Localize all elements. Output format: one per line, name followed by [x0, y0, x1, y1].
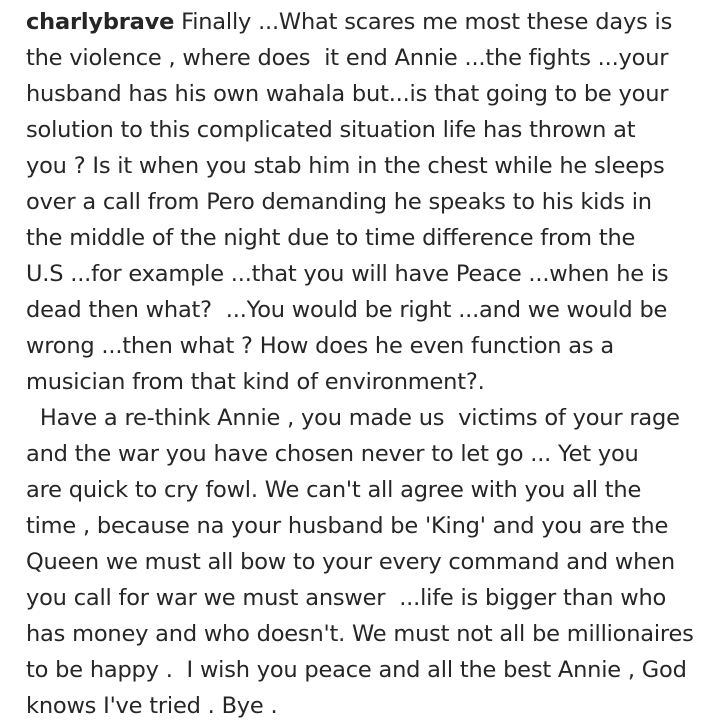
comment-line: and the war you have chosen never to let go ... Yet you — [26, 441, 639, 467]
comment-line: to be happy . I wish you peace and all the best Annie , God — [26, 657, 687, 683]
comment-line: are quick to cry fowl. We can't all agree with you all the — [26, 477, 642, 503]
comment-line: Have a re-think Annie , you made us victims of your rage — [26, 405, 680, 431]
comment-line: time , because na your husband be 'King' and you are the — [26, 513, 669, 539]
comment-text: Finally ...What scares me most these days is — [174, 9, 673, 35]
comment-line: you ? Is it when you stab him in the chest while he sleeps — [26, 153, 665, 179]
comment-line: the middle of the night due to time difference from the — [26, 225, 636, 251]
comment-line — [26, 4, 706, 40]
username-link[interactable]: charlybrave — [26, 9, 175, 35]
comment-line: U.S ...for example ...that you will have Peace ...when he is — [26, 261, 669, 287]
comment-line: dead then what? ...You would be right ...and we would be — [26, 297, 668, 323]
comment-line: solution to this complicated situation life has thrown at — [26, 117, 636, 143]
comment-line: Queen we must all bow to your every command and when — [26, 549, 675, 575]
comment-line: musician from that kind of environment?. — [26, 369, 485, 395]
comment-line: husband has his own wahala but...is that going to be your — [26, 81, 669, 107]
comment-line: knows I've tried . Bye . — [26, 693, 278, 719]
comment-line: has money and who doesn't. We must not all be millionaires — [26, 621, 694, 647]
comment-line: over a call from Pero demanding he speaks to his kids in — [26, 189, 652, 215]
comment-line: you call for war we must answer ...life is bigger than who — [26, 585, 667, 611]
comment-line: wrong ...then what ? How does he even function as a — [26, 333, 614, 359]
comment-line: the violence , where does it end Annie ...the fights ...your — [26, 45, 669, 71]
comment-body — [26, 4, 706, 724]
